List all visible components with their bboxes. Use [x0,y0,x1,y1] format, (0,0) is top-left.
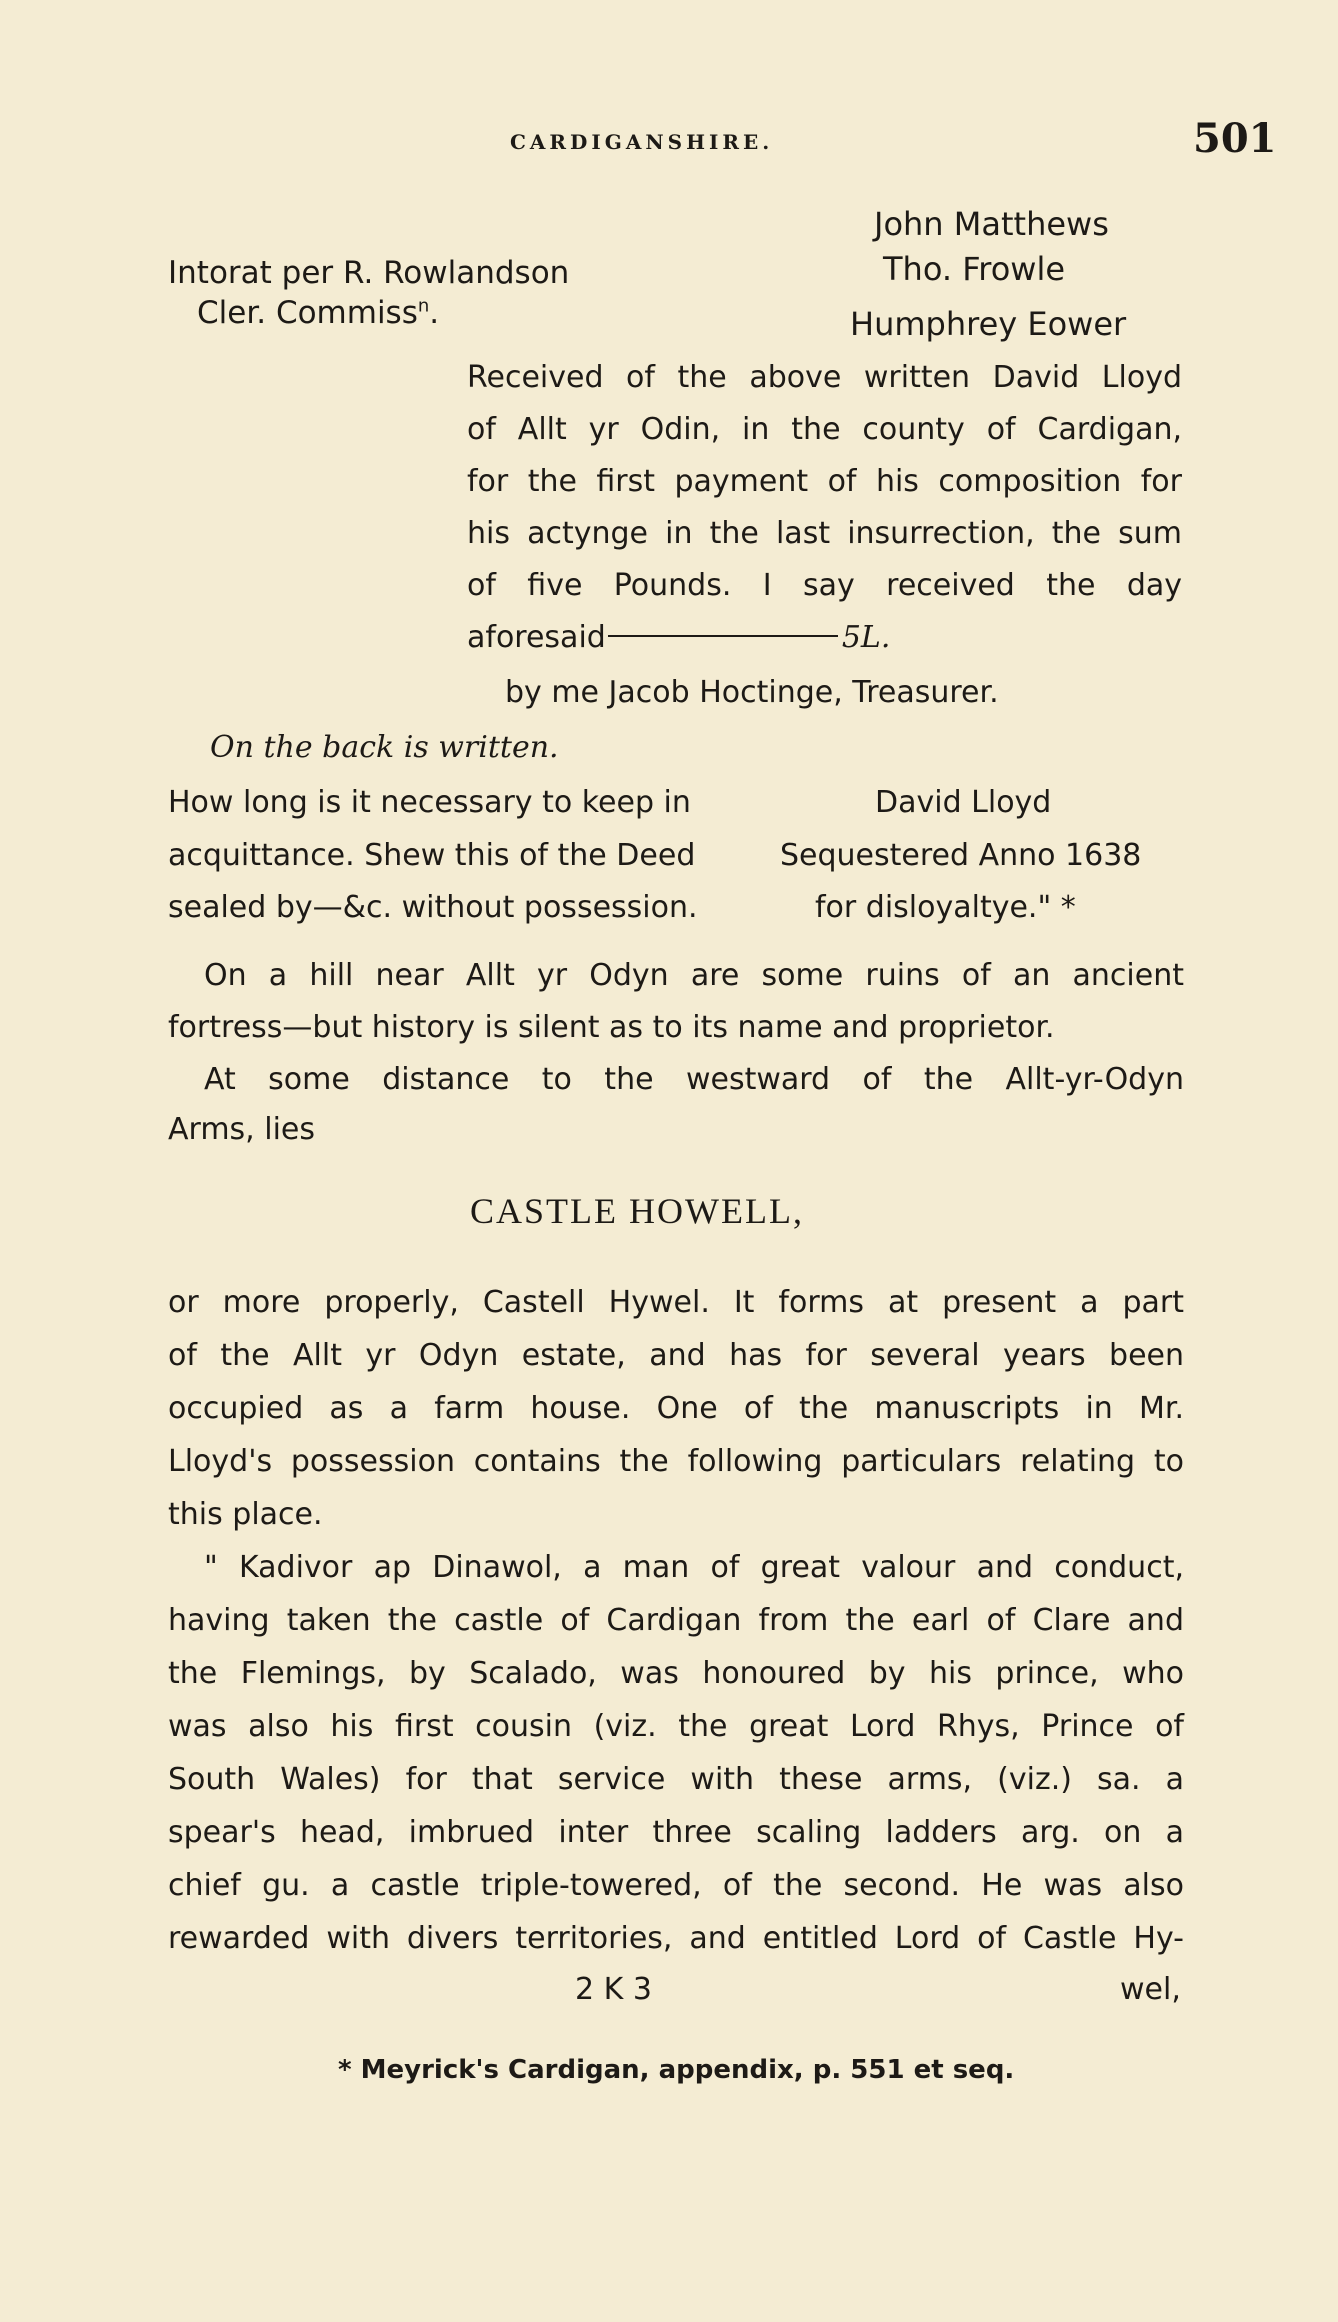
paragraph-3-line-2: of the Allt yr Odyn estate, and has for several years been [168,1338,1184,1373]
signature-left-line-1: Intorat per R. Rowlandson [168,255,570,291]
back-note-right-3: for disloyaltye." * [815,890,1076,925]
paragraph-4-line-6: spear's head, imbrued inter three scaling ladders arg. on a [168,1815,1184,1850]
receipt-line-6: aforesaid 5L. [467,620,891,655]
signature-left-line-2: Cler. Commiss$^n$. [197,295,440,331]
back-note-left-1: How long is it necessary to keep in [168,785,691,820]
signature-right-line-3: Humphrey Eower [850,305,1127,343]
back-note-left-3: sealed by—&c. without possession. [168,890,698,925]
back-note-right-1: David Lloyd [875,785,1052,820]
footnote: * Meyrick's Cardigan, appendix, p. 551 et seq. [338,2055,1015,2085]
catchword: wel, [1120,1972,1181,2007]
signature-right-line-1: John Matthews [874,205,1109,243]
page-number: 501 [1193,115,1277,162]
signature-right-line-2: Tho. Frowle [883,250,1066,288]
paragraph-4-line-7: chief gu. a castle triple-towered, of the second. He was also [168,1868,1184,1903]
back-note-heading: On the back is written. [210,730,559,765]
receipt-line-5: of five Pounds. I say received the day [467,568,1182,603]
receipt-line-4: his actynge in the last insurrection, the sum [467,516,1182,551]
dash-rule [608,635,838,637]
paragraph-2-line-1: At some distance to the westward of the Allt-yr-Odyn [204,1062,1184,1097]
paragraph-4-line-5: South Wales) for that service with these arms, (viz.) sa. a [168,1762,1184,1797]
paragraph-4-line-1: " Kadivor ap Dinawol, a man of great valour and conduct, [204,1550,1184,1585]
back-note-right-2: Sequestered Anno 1638 [780,838,1142,873]
paragraph-3-line-4: Lloyd's possession contains the following particulars relating to [168,1444,1184,1479]
paragraph-4-line-8: rewarded with divers territories, and entitled Lord of Castle Hy- [168,1921,1184,1956]
paragraph-3-line-1: or more properly, Castell Hywel. It forms at present a part [168,1285,1184,1320]
receipt-line-1: Received of the above written David Lloyd [467,360,1182,395]
paragraph-1-line-2: fortress—but history is silent as to its name and proprietor. [168,1010,1055,1045]
section-heading: CASTLE HOWELL, [470,1191,804,1231]
paragraph-3-line-3: occupied as a farm house. One of the manuscripts in Mr. [168,1391,1184,1426]
running-title: CARDIGANSHIRE. [510,130,774,154]
paragraph-4-line-3: the Flemings, by Scalado, was honoured by his prince, who [168,1656,1184,1691]
receipt-line-2: of Allt yr Odin, in the county of Cardigan, [467,412,1182,447]
paragraph-4-line-2: having taken the castle of Cardigan from the earl of Clare and [168,1603,1184,1638]
paragraph-4-line-4: was also his first cousin (viz. the great Lord Rhys, Prince of [168,1709,1184,1744]
back-note-left-2: acquittance. Shew this of the Deed [168,838,696,873]
signature-mark: 2 K 3 [575,1972,652,2007]
paragraph-3-line-5: this place. [168,1497,323,1532]
receipt-line-3: for the first payment of his composition for [467,464,1182,499]
paragraph-2-line-2: Arms, lies [168,1112,316,1147]
receipt-signed: by me Jacob Hoctinge, Treasurer. [505,675,999,710]
paragraph-1-line-1: On a hill near Allt yr Odyn are some ruins of an ancient [204,958,1184,993]
